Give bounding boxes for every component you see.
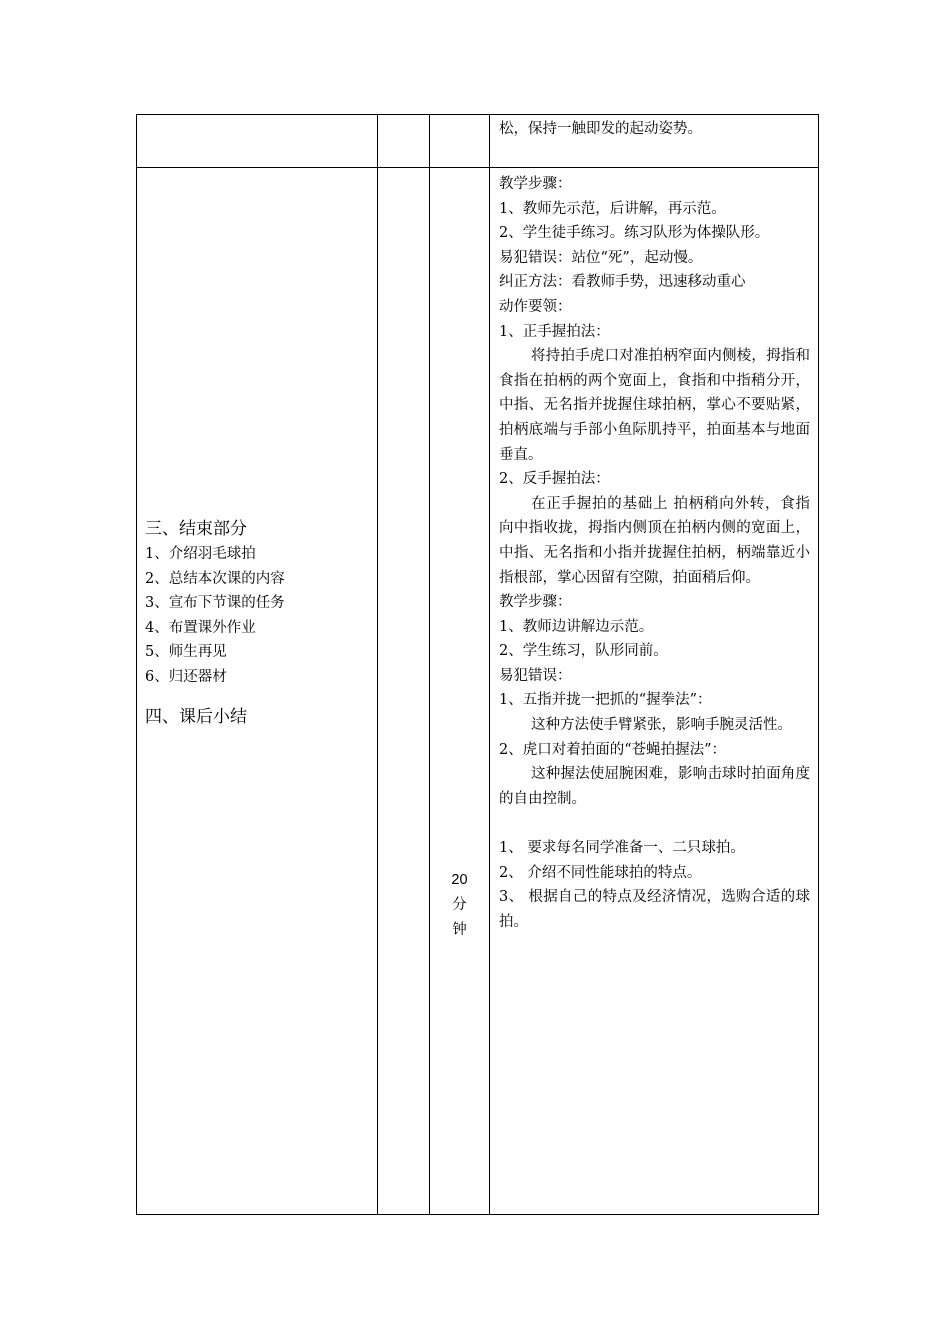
section-3-title: 三、结束部分 bbox=[145, 519, 247, 539]
time-duration bbox=[430, 168, 489, 943]
backhand-grip-title: 2、反手握拍法： bbox=[499, 471, 610, 488]
list-item: 6、归还器材 bbox=[145, 668, 227, 685]
row1-left-cell bbox=[137, 115, 378, 168]
step-line: 1、教师边讲解边示范。 bbox=[499, 618, 654, 635]
step-line: 2、学生练习，队形同前。 bbox=[499, 643, 668, 660]
table-row bbox=[137, 115, 819, 168]
table-row bbox=[137, 168, 819, 1215]
error-item-desc: 这种握法使屈腕困难，影响击球时拍面角度的自由控制。 bbox=[499, 766, 810, 807]
row1-time-cell bbox=[430, 115, 490, 168]
list-item: 5、师生再见 bbox=[145, 644, 227, 661]
requirement-line: 3、 根据自己的特点及经济情况，选购合适的球拍。 bbox=[499, 889, 810, 930]
row2-left-cell bbox=[137, 168, 378, 1215]
row2-time-cell bbox=[430, 168, 490, 1215]
requirement-line: 1、 要求每名同学准备一、二只球拍。 bbox=[499, 840, 745, 857]
section-4-title: 四、课后小结 bbox=[145, 706, 247, 727]
forehand-grip-title: 1、正手握拍法： bbox=[499, 323, 610, 340]
forehand-grip-desc: 将持拍手虎口对准拍柄窄面内侧棱，拇指和食指在拍柄的两个宽面上，食指和中指稍分开，中指、无名指并拢握住球拍柄，掌心不要贴紧，拍柄底端与手部小鱼际肌持平，拍面基本与地面垂直。 bbox=[499, 348, 810, 463]
list-item: 4、布置课外作业 bbox=[145, 619, 256, 636]
time-unit-2: 钟 bbox=[452, 922, 467, 938]
row1-content-cell bbox=[490, 115, 819, 168]
list-item: 3、宣布下节课的任务 bbox=[145, 595, 285, 612]
row2-content-cell bbox=[490, 168, 819, 1215]
error-item-desc: 这种方法使手臂紧张，影响手腕灵活性。 bbox=[531, 717, 792, 734]
correction-line: 纠正方法：看教师手势，迅速移动重心 bbox=[499, 274, 746, 291]
steps-title-2: 教学步骤： bbox=[499, 594, 572, 611]
step-line: 1、教师先示范，后讲解，再示范。 bbox=[499, 200, 726, 217]
key-points-title: 动作要领： bbox=[499, 298, 572, 315]
errors-title: 易犯错误： bbox=[499, 667, 572, 684]
row1-content-text: 松，保持一触即发的起动姿势。 bbox=[499, 121, 702, 137]
error-item-title: 2、虎口对着拍面的“苍蝇拍握法”： bbox=[499, 741, 727, 758]
time-unit-1: 分 bbox=[452, 897, 467, 913]
list-item: 1、介绍羽毛球拍 bbox=[145, 546, 256, 562]
list-item: 2、总结本次课的内容 bbox=[145, 570, 285, 587]
error-item-title: 1、五指并拢一把抓的“握拳法”： bbox=[499, 692, 712, 709]
row2-col2-cell bbox=[378, 168, 430, 1215]
step-line: 2、学生徒手练习。练习队形为体操队形。 bbox=[499, 225, 770, 242]
steps-title: 教学步骤： bbox=[499, 176, 572, 192]
backhand-grip-desc: 在正手握拍的基础上 拍柄稍向外转，食指向中指收拢，拇指内侧顶在拍柄内侧的宽面上，中指、无名指和小指并拢握住拍柄，柄端靠近小指根部，掌心因留有空隙，拍面稍后仰。 bbox=[499, 495, 810, 586]
requirement-line: 2、 介绍不同性能球拍的特点。 bbox=[499, 864, 702, 881]
time-number: 20 bbox=[451, 872, 468, 888]
error-line: 易犯错误：站位“死”，起动慢。 bbox=[499, 249, 703, 266]
row1-col2-cell bbox=[378, 115, 430, 168]
lesson-plan-table bbox=[136, 114, 819, 1215]
